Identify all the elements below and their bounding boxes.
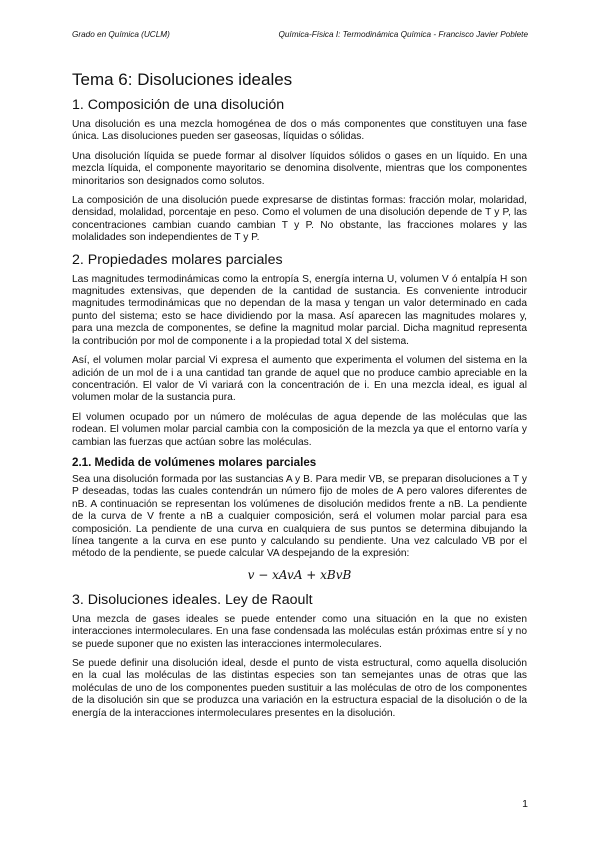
paragraph: Se puede definir una disolución ideal, desde el punto de vista estructural, como aquella disolución en la cual las moléculas de las distintas especies son tan semejantes unas de otras que las moléculas de uno de los componentes pueden sustituir a las moléculas de otro de los componentes de la disolución sin que se produzca una variación en la estructura espacial de la disolución o de la energía de la interacciones intermoleculares presentes en la disolución. — [72, 658, 527, 719]
section-2-1-heading: 2.1. Medida de volúmenes molares parciales — [72, 455, 317, 469]
paragraph: El volumen ocupado por un número de moléculas de agua depende de las moléculas que las rodean. El volumen molar parcial cambia con la composición de la mezcla ya que el entorno varía y cambian las fuerzas que actúan sobre las moléculas. — [72, 411, 527, 448]
section-3-heading: 3. Disoluciones ideales. Ley de Raoult — [72, 591, 313, 608]
paragraph: Una disolución líquida se puede formar al disolver líquidos sólidos o gases en un líquido. En una mezcla líquida, el componente mayoritario se denomina disolvente, mientras que los componentes minoritarios son designados como solutos. — [72, 150, 527, 187]
paragraph: Sea una disolución formada por las sustancias A y B. Para medir VB, se preparan disoluciones a T y P deseadas, todas las cuales contendrán un número fijo de moles de A pero valores diferentes de nB. A continuación se representan los volúmenes de disolución medidos frente a nB. La pendiente de la curva de V frente a nB a cualquier composición, será el volumen molar parcial para esa composición. La pendiente de una curva en cualquiera de sus puntos se determina dibujando la línea tangente a la curva en ese punto y calculando su pendiente. Una vez calculado VB por el método de la pendiente, se puede calcular VA despejando de la expresión: — [72, 473, 527, 560]
paragraph: Así, el volumen molar parcial Vi expresa el aumento que experimenta el volumen del sistema en la adición de un mol de i a una cantidad tan grande de aquel que no produce cambio apreciable en la concentración. El valor de Vi variará con la concentración de i. En una mezcla ideal, es igual al volumen molar de la sustancia pura. — [72, 355, 527, 404]
document-body — [72, 70, 527, 727]
section-2-heading: 2. Propiedades molares parciales — [72, 251, 283, 268]
paragraph: La composición de una disolución puede expresarse de distintas formas: fracción molar, molaridad, densidad, molalidad, porcentaje en peso. Como el volumen de una disolución depende de T y P, las concentraciones cambian cuando cambian T y P. No obstante, las fracciones molares y las molalidades son independientes de T y P. — [72, 195, 527, 244]
header-subject: Química-Física I: Termodinámica Química - Francisco Javier Poblete — [278, 30, 528, 39]
formula: v − xAvA + xBvB — [247, 567, 352, 582]
header-course: Grado en Química (UCLM) — [72, 30, 170, 39]
page-number: 1 — [522, 798, 528, 810]
paragraph: Una disolución es una mezcla homogénea de dos o más componentes que constituyen una fase única. Las disoluciones pueden ser gaseosas, líquidas o sólidas. — [72, 119, 527, 143]
paragraph: Las magnitudes termodinámicas como la entropía S, energía interna U, volumen V ó entalpía H son magnitudes extensivas, que dependen de la cantidad de sustancia. Es conveniente introducir magnitudes termodinámicas que no dependan de la masa y tengan un valor determinado en cada punto del sistema; esto se hace dividiendo por la masa. Así aparecen las magnitudes molares y, para una mezcla de componentes, se define la magnitud molar parcial. Dicha magnitud representa la contribución por mol de componente i a la propiedad total X del sistema. — [72, 273, 527, 347]
page-header — [72, 30, 528, 44]
page-title: Tema 6: Disoluciones ideales — [72, 70, 293, 89]
paragraph: Una mezcla de gases ideales se puede entender como una situación en la que no existen interacciones intermoleculares. En una fase condensada las moléculas están próximas entre sí y no se puede suponer que no existen las interacciones intermoleculares. — [72, 613, 527, 650]
section-1-heading: 1. Composición de una disolución — [72, 97, 285, 113]
